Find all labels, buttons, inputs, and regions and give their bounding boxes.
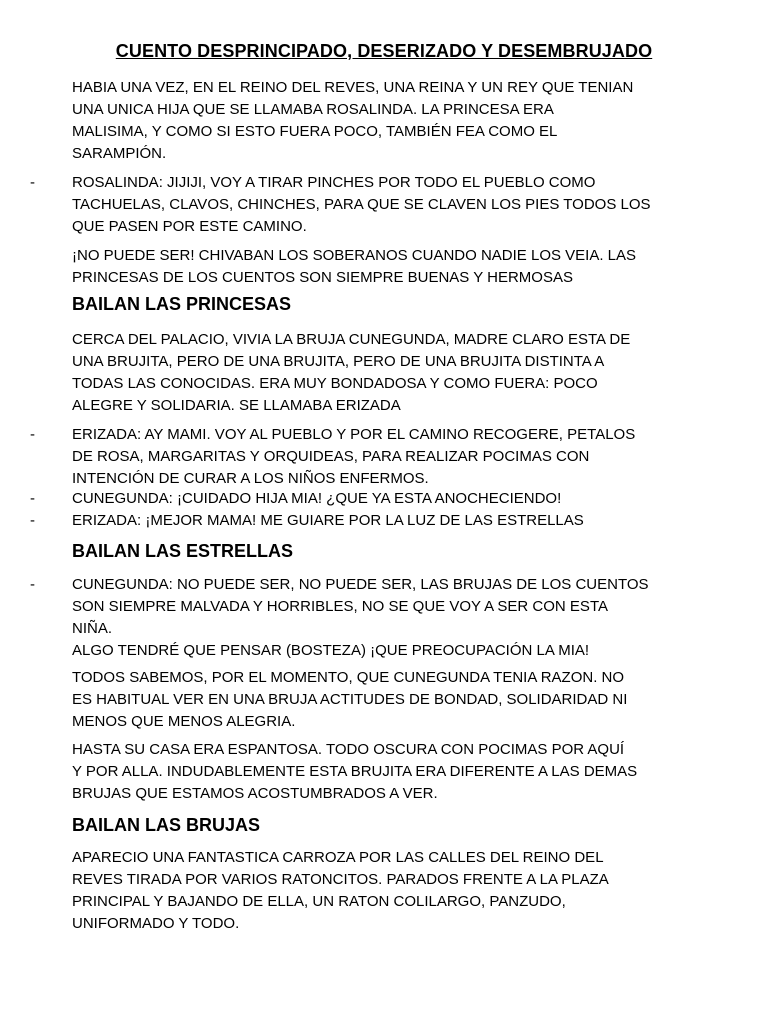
text-line: CERCA DEL PALACIO, VIVIA LA BRUJA CUNEGUNDA, MADRE CLARO ESTA DE — [72, 331, 631, 348]
dialogue-line — [72, 510, 712, 532]
text-line: ES HABITUAL VER EN UNA BRUJA ACTITUDES DE BONDAD, SOLIDARIDAD NI — [72, 691, 628, 708]
paragraph — [72, 739, 712, 805]
text-line: REVES TIRADA POR VARIOS RATONCITOS. PARADOS FRENTE A LA PLAZA — [72, 871, 609, 888]
text-line: APARECIO UNA FANTASTICA CARROZA POR LAS CALLES DEL REINO DEL — [72, 849, 604, 866]
text-line: TODAS LAS CONOCIDAS. ERA MUY BONDADOSA Y COMO FUERA: POCO — [72, 375, 598, 392]
list-bullet: - — [30, 512, 35, 529]
list-bullet: - — [30, 490, 35, 507]
text-line: CUNEGUNDA: ¡CUIDADO HIJA MIA! ¿QUE YA ESTA ANOCHECIENDO! — [72, 490, 562, 507]
text-line: SARAMPIÓN. — [72, 145, 167, 162]
paragraph — [72, 667, 712, 733]
paragraph — [72, 245, 712, 289]
section-heading: BAILAN LAS ESTRELLAS — [72, 541, 294, 561]
paragraph — [72, 847, 712, 935]
text-line: PRINCESAS DE LOS CUENTOS SON SIEMPRE BUENAS Y HERMOSAS — [72, 269, 573, 286]
text-line: ALEGRE Y SOLIDARIA. SE LLAMABA ERIZADA — [72, 397, 401, 414]
text-line: UNIFORMADO Y TODO. — [72, 915, 240, 932]
section-heading: BAILAN LAS PRINCESAS — [72, 294, 292, 314]
text-line: ALGO TENDRÉ QUE PENSAR (BOSTEZA) ¡QUE PREOCUPACIÓN LA MIA! — [72, 642, 590, 659]
list-bullet: - — [30, 576, 35, 593]
paragraph — [72, 77, 712, 165]
text-line: MENOS QUE MENOS ALEGRIA. — [72, 713, 296, 730]
text-line: BRUJAS QUE ESTAMOS ACOSTUMBRADOS A VER. — [72, 785, 438, 802]
text-line: TODOS SABEMOS, POR EL MOMENTO, QUE CUNEGUNDA TENIA RAZON. NO — [72, 669, 625, 686]
paragraph — [72, 329, 712, 417]
text-line: PRINCIPAL Y BAJANDO DE ELLA, UN RATON COLILARGO, PANZUDO, — [72, 893, 566, 910]
list-bullet: - — [30, 426, 35, 443]
text-line: QUE PASEN POR ESTE CAMINO. — [72, 218, 307, 235]
text-line: ¡NO PUEDE SER! CHIVABAN LOS SOBERANOS CUANDO NADIE LOS VEIA. LAS — [72, 247, 637, 264]
text-line: UNA BRUJITA, PERO DE UNA BRUJITA, PERO DE UNA BRUJITA DISTINTA A — [72, 353, 605, 370]
text-line: UNA UNICA HIJA QUE SE LLAMABA ROSALINDA. LA PRINCESA ERA — [72, 101, 554, 118]
text-line: DE ROSA, MARGARITAS Y ORQUIDEAS, PARA REALIZAR POCIMAS CON — [72, 448, 590, 465]
text-line: HASTA SU CASA ERA ESPANTOSA. TODO OSCURA CON POCIMAS POR AQUÍ — [72, 741, 625, 758]
page-title: CUENTO DESPRINCIPADO, DESERIZADO Y DESEMBRUJADO — [115, 41, 653, 61]
text-line: INTENCIÓN DE CURAR A LOS NIÑOS ENFERMOS. — [72, 470, 429, 487]
list-bullet: - — [30, 174, 35, 191]
text-line: CUNEGUNDA: NO PUEDE SER, NO PUEDE SER, LAS BRUJAS DE LOS CUENTOS — [72, 576, 649, 593]
text-line: ROSALINDA: JIJIJI, VOY A TIRAR PINCHES POR TODO EL PUEBLO COMO — [72, 174, 596, 191]
text-line: NIÑA. — [72, 620, 113, 637]
text-line: ERIZADA: AY MAMI. VOY AL PUEBLO Y POR EL CAMINO RECOGERE, PETALOS — [72, 426, 636, 443]
text-line: TACHUELAS, CLAVOS, CHINCHES, PARA QUE SE CLAVEN LOS PIES TODOS LOS — [72, 196, 651, 213]
text-line: MALISIMA, Y COMO SI ESTO FUERA POCO, TAMBIÉN FEA COMO EL — [72, 123, 558, 140]
dialogue-line — [72, 574, 712, 662]
text-line: Y POR ALLA. INDUDABLEMENTE ESTA BRUJITA ERA DIFERENTE A LAS DEMAS — [72, 763, 638, 780]
dialogue-line — [72, 488, 712, 510]
text-line: SON SIEMPRE MALVADA Y HORRIBLES, NO SE QUE VOY A SER CON ESTA — [72, 598, 608, 615]
section-heading: BAILAN LAS BRUJAS — [72, 815, 261, 835]
text-line: ERIZADA: ¡MEJOR MAMA! ME GUIARE POR LA LUZ DE LAS ESTRELLAS — [72, 512, 584, 529]
dialogue-line — [72, 172, 712, 238]
dialogue-line — [72, 424, 712, 490]
text-line: HABIA UNA VEZ, EN EL REINO DEL REVES, UNA REINA Y UN REY QUE TENIAN — [72, 79, 634, 96]
